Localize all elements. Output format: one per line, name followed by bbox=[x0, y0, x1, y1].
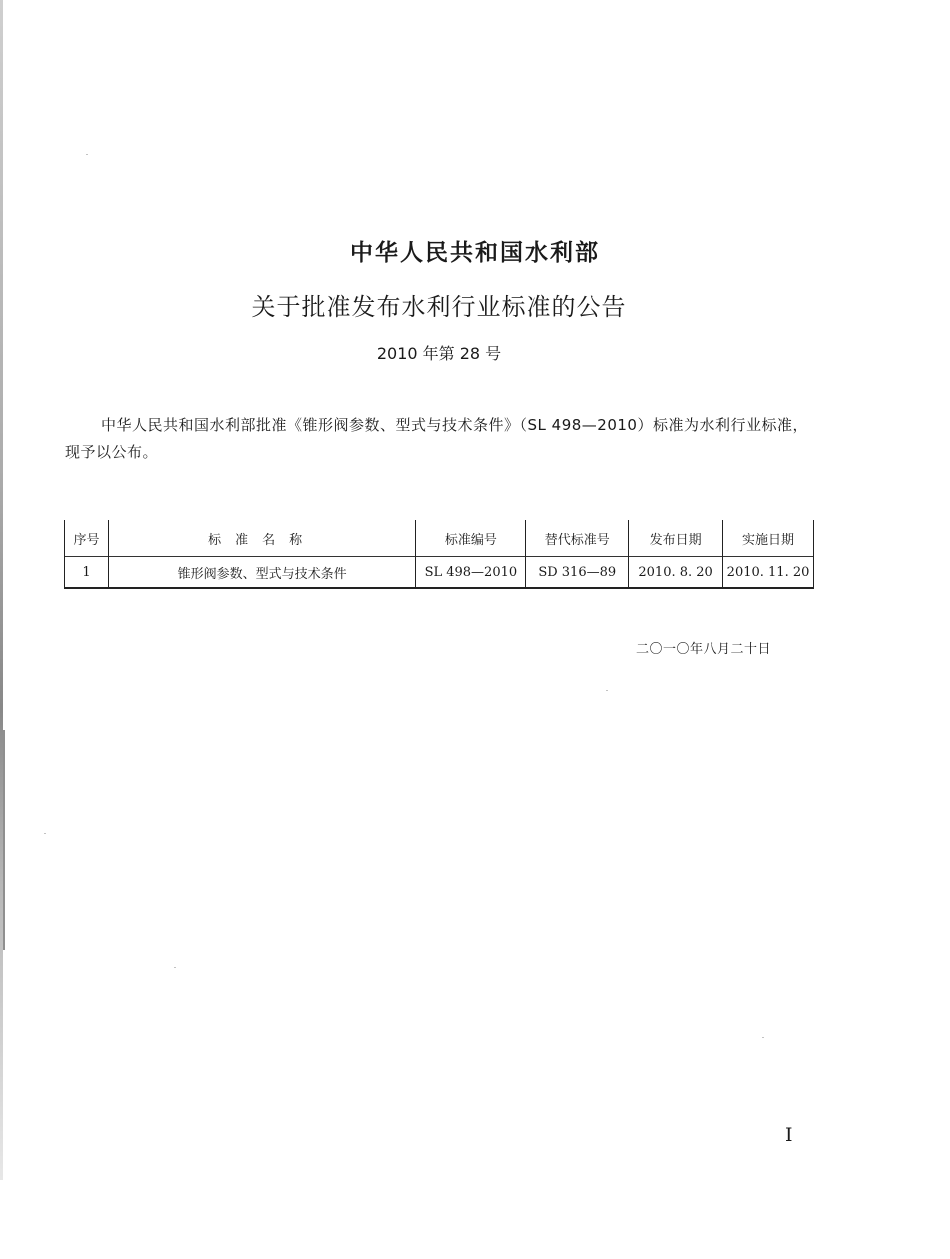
scan-speck bbox=[44, 833, 46, 834]
scan-speck bbox=[606, 690, 608, 691]
header-release-date: 发布日期 bbox=[629, 520, 723, 557]
scan-speck bbox=[174, 967, 176, 968]
table-row bbox=[65, 557, 814, 589]
scan-edge-mark bbox=[3, 730, 5, 950]
ministry-title: 中华人民共和国水利部 bbox=[350, 240, 600, 266]
cell-serial: 1 bbox=[65, 557, 109, 589]
header-serial: 序号 bbox=[65, 520, 109, 557]
header-replaced-code: 替代标准号 bbox=[526, 520, 629, 557]
cell-effective-date: 2010. 11. 20 bbox=[723, 557, 814, 589]
scan-edge-shadow bbox=[0, 0, 3, 1180]
header-standard-code: 标准编号 bbox=[416, 520, 526, 557]
scan-speck bbox=[762, 1037, 764, 1038]
cell-replaced-code: SD 316—89 bbox=[526, 557, 629, 589]
announcement-body: 中华人民共和国水利部批准《锥形阀参数、型式与技术条件》（SL 498—2010）标准为水利行业标准，现予以公布。 bbox=[65, 416, 808, 461]
cell-standard-name: 锥形阀参数、型式与技术条件 bbox=[108, 557, 416, 589]
header-standard-name: 标准名称 bbox=[108, 520, 416, 557]
signature-date: 二〇一〇年八月二十日 bbox=[636, 642, 772, 657]
standards-table bbox=[64, 520, 814, 589]
scan-speck bbox=[86, 154, 88, 155]
cell-standard-code: SL 498—2010 bbox=[416, 557, 526, 589]
page-number: I bbox=[785, 1124, 793, 1146]
announcement-title: 关于批准发布水利行业标准的公告 bbox=[251, 293, 627, 321]
announcement-number: 2010 年第 28 号 bbox=[376, 344, 502, 363]
cell-release-date: 2010. 8. 20 bbox=[629, 557, 723, 589]
header-effective-date: 实施日期 bbox=[723, 520, 814, 557]
table-header-row bbox=[65, 520, 814, 557]
